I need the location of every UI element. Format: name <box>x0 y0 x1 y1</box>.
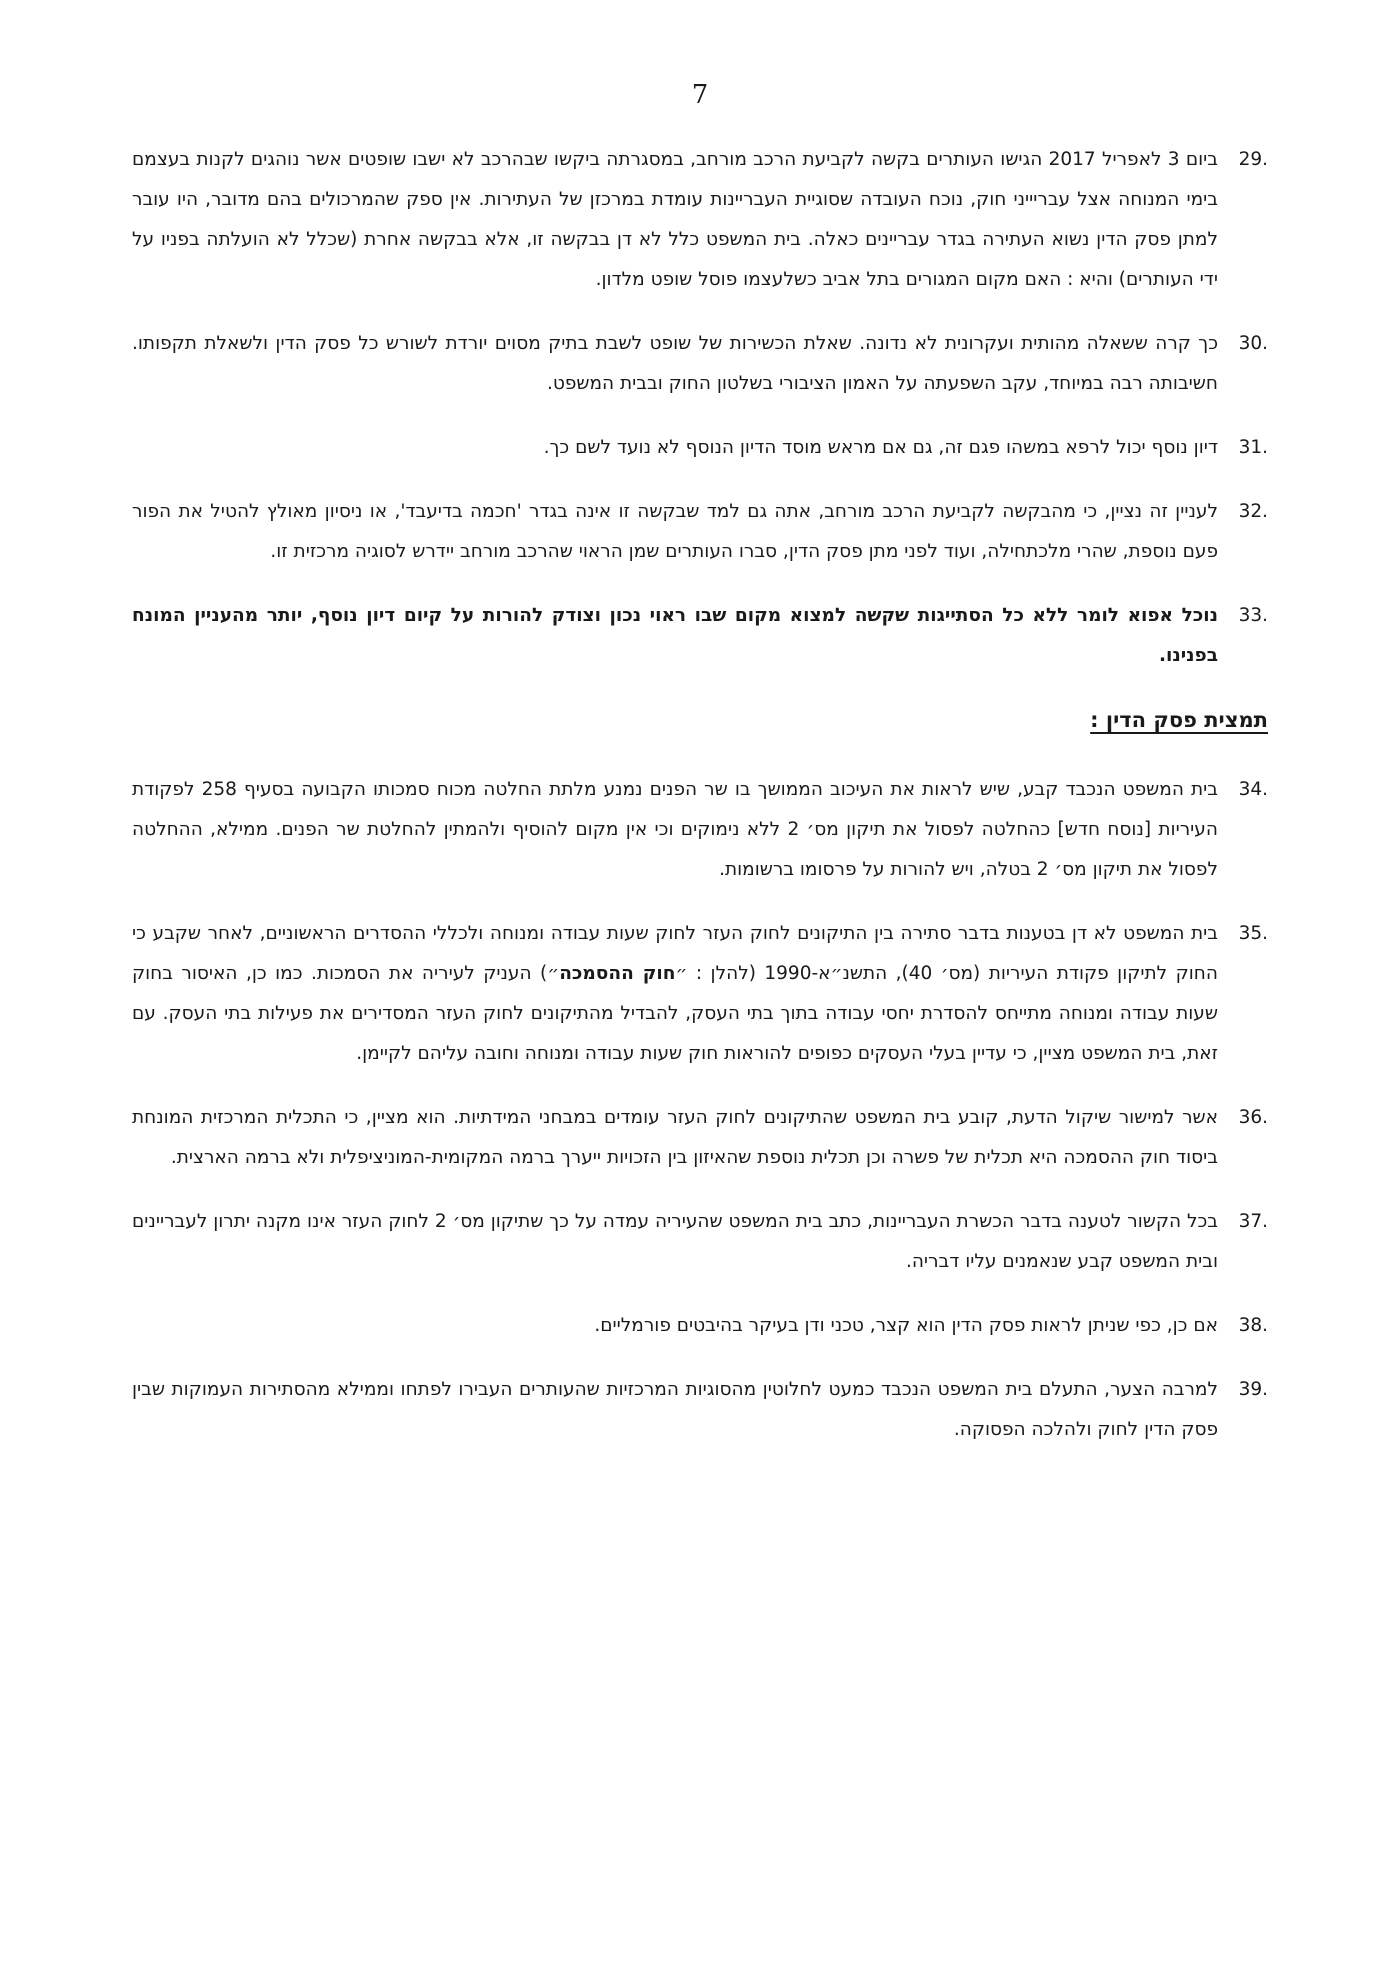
paragraph-number: 37. <box>1238 1211 1268 1232</box>
paragraph-number: 34. <box>1238 779 1268 800</box>
paragraph-38 <box>132 1306 1268 1346</box>
paragraph-text: כך קרה ששאלה מהותית ועקרונית לא נדונה. שאלת הכשירות של שופט לשבת בתיק מסוים יורדת לשורש כל פסק הדין ולשאלת תקפותו. חשיבותה רבה במיוחד, עקב השפעתה על האמון הציבורי בשלטון החוק ובבית המשפט. <box>132 333 1218 394</box>
paragraph-text: ביום 3 לאפריל 2017 הגישו העותרים בקשה לקביעת הרכב מורחב, במסגרתה ביקשו שבהרכב לא ישבו שופטים אשר נוהגים לקנות בעצמם בימי המנוחה אצל עבריייני חוק, נוכח העובדה שסוגיית העבריינות עומדת במרכזן של העתירות. אין ספק שהמרכולים בהם מדובר, היו עובר למתן פסק הדין נשוא העתירה בגדר עבריינים כאלה. בית המשפט כלל לא דן בבקשה זו, אלא בבקשה אחרת (שכלל לא הועלתה בפניו על ידי העותרים) והיא : האם מקום המגורים בתל אביב כשלעצמו פוסל שופט מלדון. <box>132 149 1219 290</box>
paragraph-31 <box>132 428 1268 468</box>
page-number: 7 <box>691 80 709 110</box>
paragraph-number: 31. <box>1238 437 1268 458</box>
paragraph-text: אשר למישור שיקול הדעת, קובע בית המשפט שהתיקונים לחוק העזר עומדים במבחני המידתיות. הוא מציין, כי התכלית המרכזית המונחת ביסוד חוק ההסמכה היא תכלית של פשרה וכן תכלית נוספת שהאיזון בין הזכויות ייערך ברמה המקומית-המוניציפלית ולא ברמה הארצית. <box>132 1107 1218 1168</box>
paragraph-text: בכל הקשור לטענה בדבר הכשרת העבריינות, כתב בית המשפט שהעיריה עמדה על כך שתיקון מס׳ 2 לחוק העזר אינו מקנה יתרון לעבריינים ובית המשפט קבע שנאמנים עליו דבריה. <box>132 1211 1218 1272</box>
paragraph-text: נוכל אפוא לומר ללא כל הסתייגות שקשה למצוא מקום שבו ראוי נכון וצודק להורות על קיום דיון נוסף, יותר מהעניין המונח בפנינו. <box>132 605 1218 666</box>
paragraph-number: 35. <box>1238 923 1268 944</box>
document-body <box>132 140 1268 1474</box>
paragraph-39 <box>132 1370 1268 1450</box>
paragraph-36 <box>132 1098 1268 1178</box>
paragraph-33 <box>132 596 1268 676</box>
paragraph-number: 33. <box>1238 605 1268 626</box>
paragraph-number: 38. <box>1238 1315 1268 1336</box>
paragraph-text: אם כן, כפי שניתן לראות פסק הדין הוא קצר, טכני ודן בעיקר בהיבטים פורמליים. <box>594 1315 1218 1336</box>
paragraph-35 <box>132 914 1268 1074</box>
paragraph-number: 32. <box>1238 501 1268 522</box>
paragraph-number: 39. <box>1238 1379 1268 1400</box>
paragraph-text: דיון נוסף יכול לרפא במשהו פגם זה, גם אם מראש מוסד הדיון הנוסף לא נועד לשם כך. <box>543 437 1218 458</box>
paragraph-number: 29. <box>1238 149 1268 170</box>
paragraph-29 <box>132 140 1268 300</box>
defined-term: חוק ההסמכה <box>559 963 676 984</box>
paragraph-text: לעניין זה נציין, כי מהבקשה לקביעת הרכב מורחב, אתה גם למד שבקשה זו אינה בגדר 'חכמה בדיעבד', או ניסיון מאולץ להטיל את הפור פעם נוספת, שהרי מלכתחילה, ועוד לפני מתן פסק הדין, סברו העותרים שמן הראוי שהרכב מורחב יידרש לסוגיה מרכזית זו. <box>132 501 1218 562</box>
paragraph-number: 36. <box>1238 1107 1268 1128</box>
paragraph-text-part: בית המשפט לא דן בטענות בדבר סתירה בין התיקונים לחוק העזר לחוק שעות עבודה ומנוחה ולכללי ההסדרים הראשוניים, לאחר שקבע כי החוק לתיקון פקודת העיריות (מס׳ 40), התשנ״א-1990 (להלן : ״ <box>132 923 1218 984</box>
paragraph-text-part: ״) העניק לעיריה את הסמכות. כמו כן, האיסור בחוק שעות עבודה ומנוחה מתייחס להסדרת יחסי עבודה בתוך בתי העסק, להבדיל מהתיקונים לחוק העזר המסדירים את פעילות בתי העסק. עם זאת, בית המשפט מציין, כי עדיין בעלי העסקים כפופים להוראות חוק שעות עבודה ומנוחה וחובה עליהם לקיימן. <box>132 963 1218 1064</box>
section-heading: תמצית פסק הדין : <box>1090 708 1268 732</box>
paragraph-30 <box>132 324 1268 404</box>
paragraph-text: בית המשפט הנכבד קבע, שיש לראות את העיכוב הממושך בו שר הפנים נמנע מלתת החלטה מכוח סמכותו הקבועה בסעיף 258 לפקודת העיריות [נוסח חדש] כהחלטה לפסול את תיקון מס׳ 2 ללא נימוקים וכי אין מקום להוסיף ולהמתין להחלטת שר הפנים. ממילא, ההחלטה לפסול את תיקון מס׳ 2 בטלה, ויש להורות על פרסומו ברשומות. <box>132 779 1218 880</box>
paragraph-text <box>132 914 1218 1074</box>
paragraph-32 <box>132 492 1268 572</box>
paragraph-number: 30. <box>1238 333 1268 354</box>
paragraph-text: למרבה הצער, התעלם בית המשפט הנכבד כמעט לחלוטין מהסוגיות המרכזיות שהעותרים העבירו לפתחו וממילא מהסתירות העמוקות שבין פסק הדין לחוק ולהלכה הפסוקה. <box>132 1379 1218 1440</box>
paragraph-37 <box>132 1202 1268 1282</box>
paragraph-34 <box>132 770 1268 890</box>
